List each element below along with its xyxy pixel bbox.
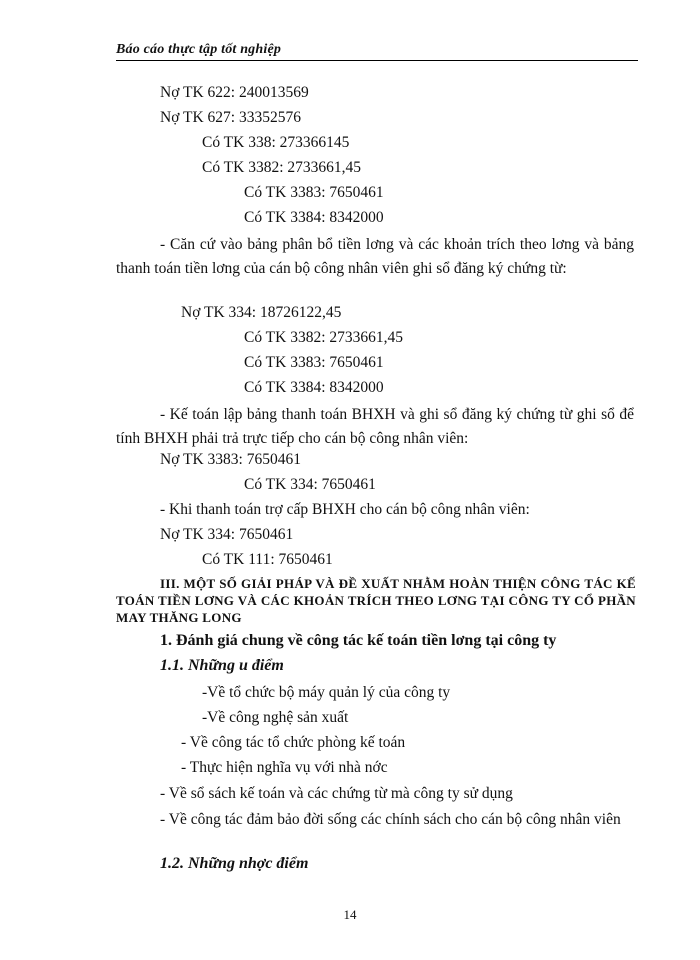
journal-entry: Có TK 3382: 2733661,45 (244, 329, 404, 346)
journal-entry: Có TK 3382: 2733661,45 (202, 159, 362, 176)
page-header (116, 42, 638, 61)
page-number: 14 (343, 907, 357, 922)
journal-entry: Có TK 3384: 8342000 (244, 209, 384, 226)
paragraph: - Kế toán lập bảng thanh toán BHXH và ghi sổ đăng ký chứng từ ghi sổ để tính BHXH phải trả trực tiếp cho cán bộ công nhân viên: (116, 406, 634, 447)
list-item: -Về công nghệ sản xuất (202, 709, 349, 726)
journal-entry: Có TK 334: 7650461 (244, 476, 376, 493)
list-item: - Về công tác tổ chức phòng kế toán (181, 734, 406, 751)
heading-1: 1. Đánh giá chung về công tác kế toán tiền lơng tại công ty (160, 632, 557, 649)
journal-entry: Có TK 3383: 7650461 (244, 184, 384, 201)
section-title: III. MỘT SỐ GIẢI PHÁP VÀ ĐỀ XUẤT NHẰM HOÀN THIỆN CÔNG TÁC KẾ TOÁN TIỀN LƠNG VÀ CÁC KHOẢN TRÍCH THEO LƠNG TẠI CÔNG TY CỔ PHẦN MAY THĂNG LONG (116, 576, 636, 625)
paragraph: - Căn cứ vào bảng phân bổ tiền lơng và các khoản trích theo lơng và bảng thanh toán tiền lơng của cán bộ công nhân viên ghi sổ đăng ký chứng từ: (116, 236, 634, 277)
journal-entry: Có TK 338: 273366145 (202, 134, 350, 151)
journal-entry: Nợ TK 622: 240013569 (160, 84, 309, 101)
journal-entry: Nợ TK 334: 18726122,45 (181, 304, 342, 321)
journal-entry: Có TK 111: 7650461 (202, 551, 333, 568)
journal-entry: Nợ TK 3383: 7650461 (160, 451, 301, 468)
paragraph: - Khi thanh toán trợ cấp BHXH cho cán bộ công nhân viên: (160, 501, 530, 518)
journal-entry: Có TK 3384: 8342000 (244, 379, 384, 396)
heading-1-1: 1.1. Những u điểm (160, 657, 284, 674)
list-item: - Về sổ sách kế toán và các chứng từ mà công ty sử dụng (160, 785, 513, 802)
list-item: -Về tổ chức bộ máy quản lý của công ty (202, 684, 451, 701)
paragraph: - Về công tác đảm bảo đời sống các chính sách cho cán bộ công nhân viên (160, 811, 621, 828)
journal-entry: Có TK 3383: 7650461 (244, 354, 384, 371)
list-item: - Thực hiện nghĩa vụ với nhà nớc (181, 759, 388, 776)
heading-1-2: 1.2. Những nhợc điểm (160, 855, 309, 872)
journal-entry: Nợ TK 334: 7650461 (160, 526, 294, 543)
header-title: Báo cáo thực tập tốt nghiệp (116, 42, 282, 57)
journal-entry: Nợ TK 627: 33352576 (160, 109, 301, 126)
